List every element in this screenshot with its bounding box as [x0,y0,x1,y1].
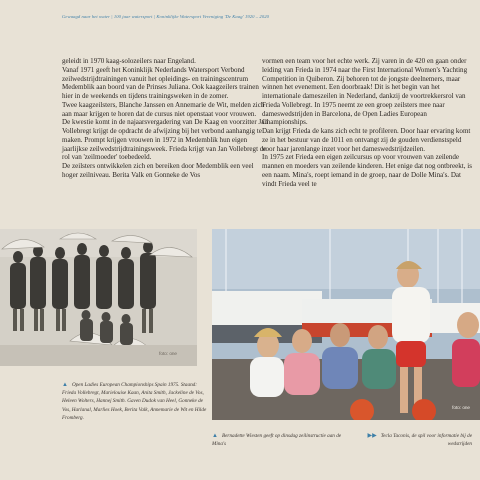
caption-text: Tecla Taconis, de spil voor informatie bij de wedstrijden [380,433,472,448]
paragraph: De kwestie komt in de najaarsvergadering van De Kaag en voorzitter Jan Vollebregt krijgt de opdracht de afwijzing bij het verbond aanhangig te maken. Prompt krijgen vrouwen in 1972 in Medemblik hun eigen jaarlijkse zeilwedstrijdtrainingsweek. Frieda krijgt van Jan Vollebregt de rol van 'zeilmoeder' toebedeeld. [62,118,268,162]
caption-group-photo [62,381,212,422]
paragraph: Vanaf 1971 geeft het Koninklijk Nederlands Watersport Verbond zeilwedstrijdtrainingen vanuit het opleidings- en trainingscentrum Medemblik aan boord van de Prinses Juliana. Ook kaagzeilers trainen hier in de weekends en tijdens trainingsweken in de zomer. [62,65,259,100]
paragraph: Dan krijgt Frieda de kans zich echt te profileren. Door haar ervaring komt ze in het bestuur van de 1011 en ontvangt zij de gouden verdienstspeld voor haar jarenlange inzet voor het dameswedstrijdzeilen. [262,127,471,153]
caption-text: Open Ladies European Championships Spain 1975. Staand: Frieda Vollebregt, Marielouise Kaan, Anita Smith, Jackeline de Vos, Heleen Wolters, Hannej Smith. Gaven Dudok van Heel, Gonneke de Vos, Harlanal, Marlies Hoek, Berita Valk, Annemarie de Wit en Hilde Fromberg. [62,382,207,421]
paragraph: De zeilsters ontwikkelen zich en bereiken door Medemblik een veel hoger zeilniveau. Berita Valk en Gonneke de Vos [62,162,254,179]
right-text-column [262,57,472,188]
paragraph: In 1975 zet Frieda een eigen zeilcursus op voor vrouwen van zeilende mannen en moeders van zeilende kinderen. Het enige dat nog ontbreekt, is een naam. Mina's, roept iemand in de groep, naar de Dolle Mina's. Dat vindt Frieda veel te [262,153,472,188]
paragraph: Twee kaagzeilsters, Blanche Janssen en Annemarie de Wit, melden zich aan maar krijgen te horen dat de cursus niet openstaat voor vrouwen. [62,100,265,118]
running-header: Gewaagd naar het water | 100 jaar watersport | Koninklijke Watersport Vereniging 'De Kaag' 1920 – 2020 [62,14,270,19]
caption-tecla-taconis [362,432,472,448]
caption-text: Bernadette Wiesten geeft op dinsdag zeilinstructie aan de Mina's [212,433,342,448]
photo-credit: foto: one [452,405,470,410]
caption-marker-icon: ▲ [212,433,218,439]
left-text-column [62,57,268,180]
group-photo-1975 [0,229,197,366]
paragraph: geleidt in 1970 kaag-solozeilers naar Engeland. [62,57,196,65]
caption-mina-instruction [212,432,352,448]
caption-marker-icon: ▲ [62,382,68,388]
photo-credit: foto: one [159,351,177,356]
group-photo-illustration [0,229,197,366]
caption-marker-icon: ▶▶ [367,433,377,439]
mina-sailing-course-photo [212,229,480,420]
boat-group-illustration [212,229,480,420]
paragraph: vormen een team voor het echte werk. Zij varen in de 420 en gaan onder leiding van Frieda in 1974 naar the First International Women's Yachting Competition in Quiberon. Zij behoren tot de jongste deelnemers, maar winnen het evenement. Een doorbraak! Dit is het begin van het internationale dameszeilen in Nederland, dankzij de voortrekkersrol van Frieda Vollebregt. In 1975 neemt ze een groep zeilsters mee naar dameswedstrijden in Barcelona, de Open Ladies European Championships. [262,57,468,127]
